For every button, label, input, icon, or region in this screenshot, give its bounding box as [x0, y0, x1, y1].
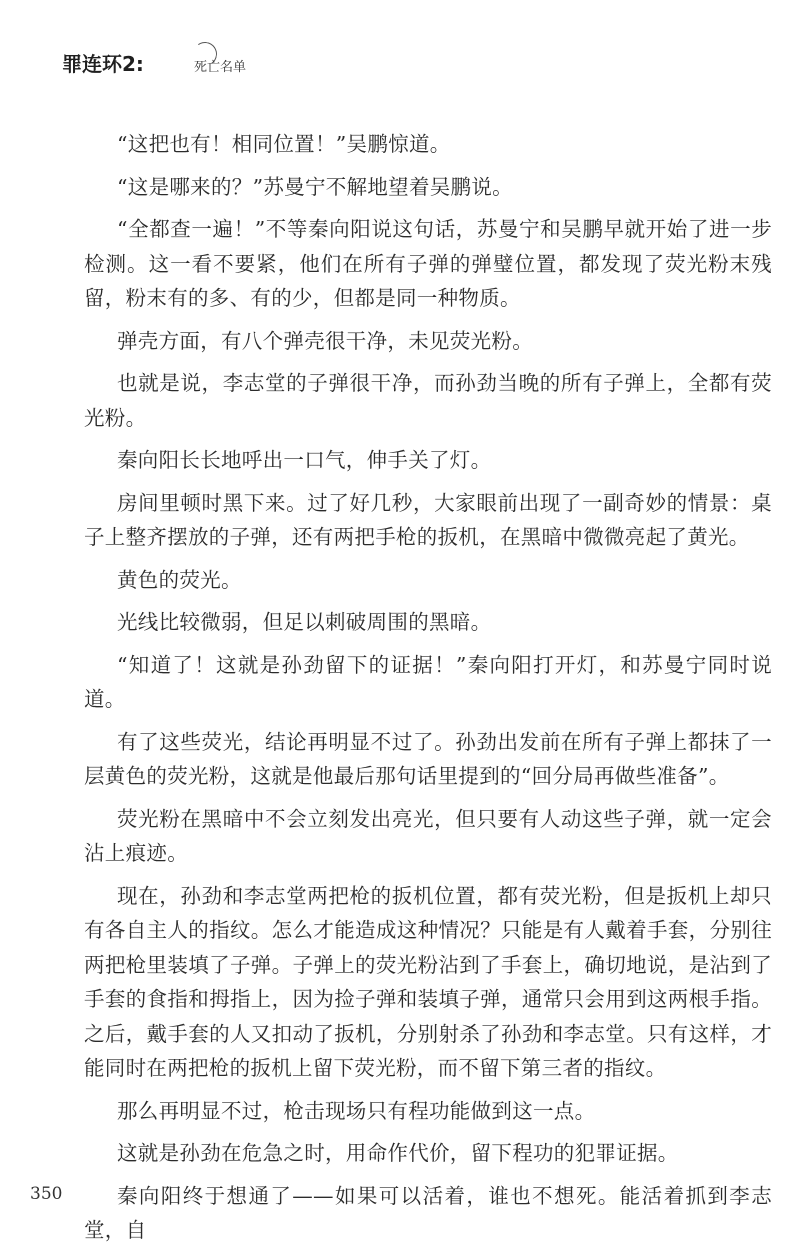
paragraph-12: 荧光粉在黑暗中不会立刻发出亮光，但只要有人动这些子弹，就一定会沾上痕迹。 — [84, 806, 772, 865]
paragraph-5: 也就是说，李志堂的子弹很干净，而孙劲当晚的所有子弹上，全都有荧光粉。 — [84, 371, 772, 430]
paragraph-8: 黄色的荧光。 — [117, 567, 242, 592]
book-title: 罪连环2: — [62, 52, 144, 76]
paragraph-10: “知道了！这就是孙劲留下的证据！”秦向阳打开灯，和苏曼宁同时说道。 — [84, 652, 772, 711]
paragraph-1: “这把也有！相同位置！”吴鹏惊道。 — [117, 132, 451, 156]
paragraph-16: 秦向阳终于想通了——如果可以活着，谁也不想死。能活着抓到李志堂，自 — [84, 1183, 772, 1242]
paragraph-3: “全都查一遍！”不等秦向阳说这句话，苏曼宁和吴鹏早就开始了进一步检测。这一看不要紧，他们在所有子弹的弹璧位置，都发现了荧光粉末残留，粉末有的多、有的少，但都是同一种物质。 — [84, 217, 772, 310]
paragraph-11: 有了这些荧光，结论再明显不过了。孙劲出发前在所有子弹上都抹了一层黄色的荧光粉，这就是他最后那句话里提到的“回分局再做些准备”。 — [84, 729, 772, 788]
body-text — [84, 127, 772, 1256]
paragraph-7: 房间里顿时黑下来。过了好几秒，大家眼前出现了一副奇妙的情景：桌子上整齐摆放的子弹，还有两把手枪的扳机，在黑暗中微微亮起了黄光。 — [84, 490, 772, 549]
paragraph-15: 这就是孙劲在危急之时，用命作代价，留下程功的犯罪证据。 — [117, 1141, 679, 1165]
paragraph-4: 弹壳方面，有八个弹壳很干净，未见荧光粉。 — [117, 328, 533, 353]
book-subtitle: 死亡名单 — [194, 60, 247, 75]
running-header — [62, 40, 262, 90]
paragraph-13: 现在，孙劲和李志堂两把枪的扳机位置，都有荧光粉，但是扳机上却只有各自主人的指纹。怎么才能造成这种情况？只能是有人戴着手套，分别往两把枪里装填了子弹。子弹上的荧光粉沾到了手套上，确切地说，是沾到了手套的食指和拇指上，因为捡子弹和装填子弹，通常只会用到这两根手指。之后，戴手套的人又扣动了扳机，分别射杀了孙劲和李志堂。只有这样，才能同时在两把枪的扳机上留下荧光粉，而不留下第三者的指纹。 — [84, 883, 772, 1080]
paragraph-9: 光线比较微弱，但足以刺破周围的黑暗。 — [117, 610, 492, 634]
paragraph-6: 秦向阳长长地呼出一口气，伸手关了灯。 — [117, 448, 492, 472]
paragraph-2: “这是哪来的？”苏曼宁不解地望着吴鹏说。 — [117, 174, 513, 199]
paragraph-14: 那么再明显不过，枪击现场只有程功能做到这一点。 — [117, 1098, 596, 1123]
page-number: 350 — [30, 1184, 63, 1204]
